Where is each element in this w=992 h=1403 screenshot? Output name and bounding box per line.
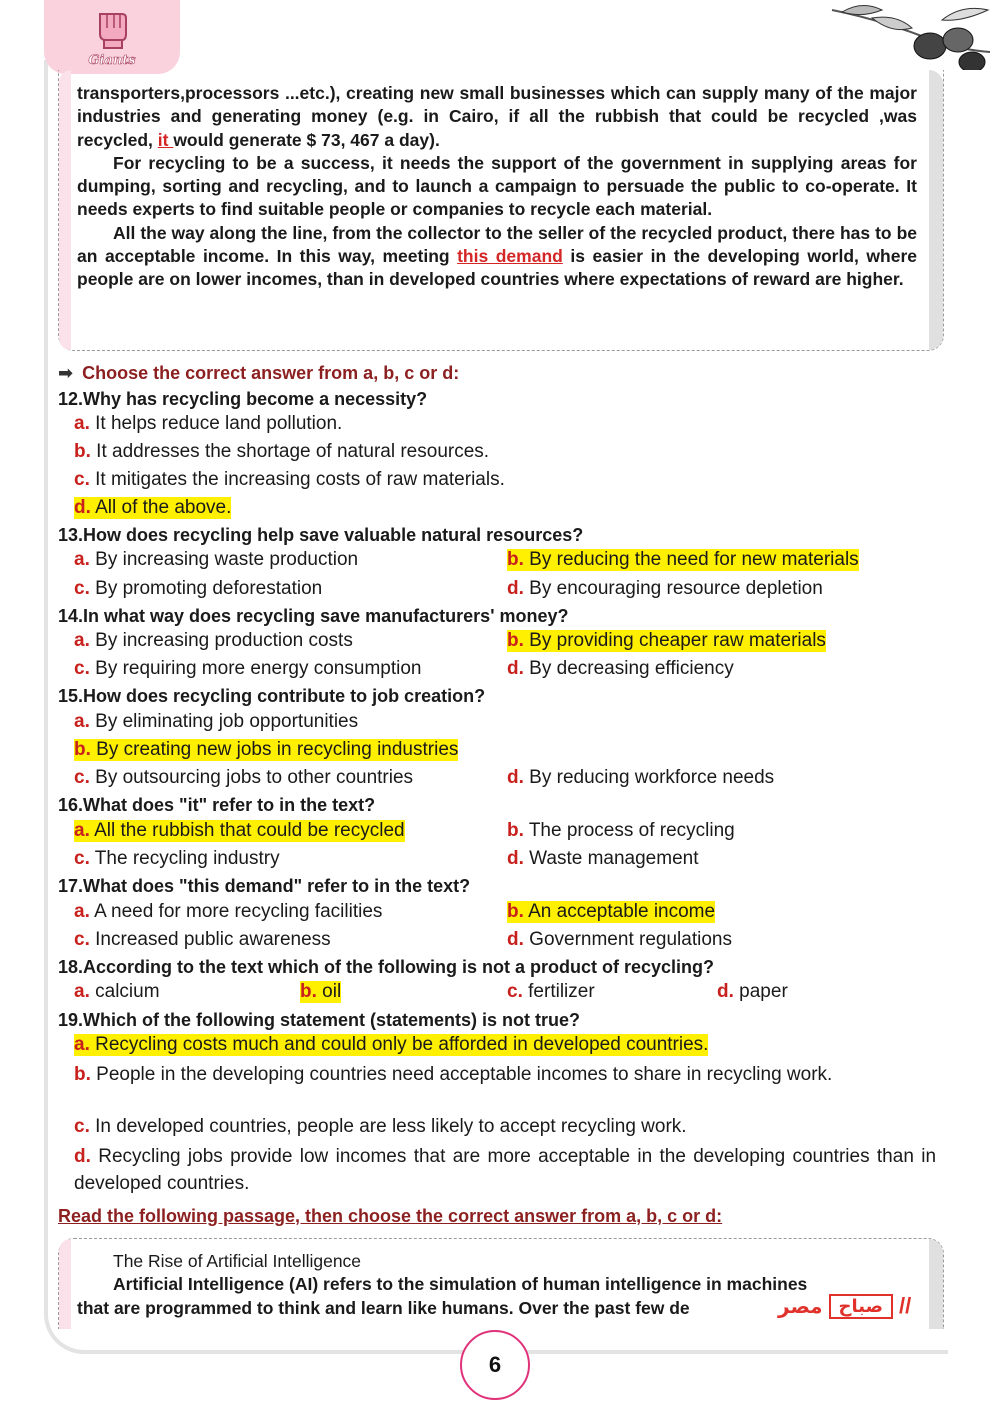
option-letter: c. xyxy=(74,929,90,950)
option-text: By increasing waste production xyxy=(95,549,359,570)
giants-logo xyxy=(44,0,180,74)
passage-side-bar xyxy=(929,70,943,350)
option-letter: d. xyxy=(74,497,91,518)
option-16a-correct[interactable] xyxy=(74,820,405,842)
option-text: The recycling industry xyxy=(94,848,280,869)
option-letter: c. xyxy=(74,469,90,490)
option-text: By outsourcing jobs to other countries xyxy=(95,767,414,788)
question-text: According to the text which of the following is not a product of recycling? xyxy=(83,957,715,977)
option-letter: d. xyxy=(507,848,524,869)
question-text: Why has recycling become a necessity? xyxy=(83,389,428,409)
question-13 xyxy=(58,525,583,546)
question-15 xyxy=(58,686,485,707)
passage-paragraph xyxy=(77,82,917,152)
passage-text-span: would generate $ 73, 467 a day). xyxy=(173,129,440,150)
option-text: By eliminating job opportunities xyxy=(95,711,359,732)
option-15c[interactable] xyxy=(74,767,413,789)
option-text: oil xyxy=(322,981,342,1002)
question-18 xyxy=(58,957,714,978)
option-text: Increased public awareness xyxy=(95,929,331,950)
passage-accent-bar xyxy=(59,1239,71,1329)
question-14 xyxy=(58,606,569,627)
question-text: Which of the following statement (statements) is not true? xyxy=(83,1010,581,1030)
option-18d[interactable] xyxy=(717,981,788,1003)
option-19b[interactable] xyxy=(74,1061,936,1088)
option-14d[interactable] xyxy=(507,658,734,680)
option-letter: b. xyxy=(507,630,524,651)
option-17d[interactable] xyxy=(507,929,732,951)
option-12d-correct[interactable] xyxy=(74,497,231,519)
option-19a-correct[interactable] xyxy=(74,1034,708,1056)
question-number: 14. xyxy=(58,606,84,626)
question-17 xyxy=(58,876,470,897)
option-text: A need for more recycling facilities xyxy=(94,901,383,922)
passage-paragraph xyxy=(77,222,917,292)
option-15b-correct[interactable] xyxy=(74,739,458,761)
option-letter: a. xyxy=(74,820,90,841)
question-text: How does recycling help save valuable natural resources? xyxy=(83,525,584,545)
option-letter: a. xyxy=(74,711,90,732)
option-text: By reducing workforce needs xyxy=(529,767,775,788)
option-16d[interactable] xyxy=(507,848,699,870)
page-number: 6 xyxy=(460,1330,530,1400)
arrow-icon: ➡ xyxy=(58,363,74,383)
option-text: By providing cheaper raw materials xyxy=(529,630,826,651)
option-text: Government regulations xyxy=(529,929,732,950)
option-13d[interactable] xyxy=(507,578,823,600)
passage-side-bar xyxy=(929,1239,943,1329)
option-letter: c. xyxy=(74,578,90,599)
passage-2-title: The Rise of Artificial Intelligence xyxy=(113,1251,362,1271)
option-text: By increasing production costs xyxy=(95,630,353,651)
option-letter: d. xyxy=(717,981,734,1002)
option-letter: d. xyxy=(507,578,524,599)
option-16c[interactable] xyxy=(74,848,280,870)
option-16b[interactable] xyxy=(507,820,735,842)
option-letter: d. xyxy=(74,1146,91,1167)
option-text: It mitigates the increasing costs of raw materials. xyxy=(95,469,505,490)
option-letter: c. xyxy=(74,658,90,679)
option-letter: d. xyxy=(507,658,524,679)
option-text: By promoting deforestation xyxy=(95,578,323,599)
option-12c[interactable] xyxy=(74,469,505,491)
option-text: In developed countries, people are less likely to accept recycling work. xyxy=(95,1116,687,1137)
option-14c[interactable] xyxy=(74,658,421,680)
option-13c[interactable] xyxy=(74,578,322,600)
option-12b[interactable] xyxy=(74,441,489,463)
read-passage-instruction: Read the following passage, then choose the correct answer from a, b, c or d: xyxy=(58,1206,723,1226)
passage-2-line: Artificial Intelligence (AI) refers to the simulation of human intelligence in machines xyxy=(113,1274,808,1295)
option-text: The process of recycling xyxy=(528,820,735,841)
question-12 xyxy=(58,389,427,410)
option-14b-correct[interactable] xyxy=(507,630,826,652)
question-text: In what way does recycling save manufacturers' money? xyxy=(83,606,569,626)
option-18b-correct[interactable] xyxy=(300,981,341,1003)
watermark-logo xyxy=(778,1293,911,1319)
option-letter: d. xyxy=(507,929,524,950)
question-number: 18. xyxy=(58,957,84,977)
option-letter: d. xyxy=(507,767,524,788)
passage-accent-bar xyxy=(59,70,71,350)
option-text: It helps reduce land pollution. xyxy=(95,413,343,434)
reference-it: it xyxy=(157,129,174,150)
watermark-box: صباح xyxy=(829,1294,893,1319)
olive-branch-icon xyxy=(812,0,992,70)
question-number: 17. xyxy=(58,876,84,896)
option-letter: b. xyxy=(74,441,91,462)
option-text: By decreasing efficiency xyxy=(529,658,734,679)
option-text: Waste management xyxy=(529,848,699,869)
option-letter: a. xyxy=(74,413,90,434)
passage-2-line: that are programmed to think and learn like humans. Over the past few de xyxy=(77,1297,690,1318)
option-15a[interactable] xyxy=(74,711,358,733)
option-12a[interactable] xyxy=(74,413,342,435)
option-letter: b. xyxy=(300,981,317,1002)
question-16 xyxy=(58,795,375,816)
option-letter: a. xyxy=(74,1034,90,1055)
option-letter: a. xyxy=(74,549,90,570)
reference-this-demand: this demand xyxy=(457,246,563,267)
passage-paragraph: For recycling to be a success, it needs the support of the government in supplying areas for dumping, sorting and recycling, and to launch a campaign to persuade the public to co-operate. It needs experts to find suitable people or companies to recycle each material. xyxy=(77,152,917,220)
option-15d[interactable] xyxy=(507,767,774,789)
option-text: fertilizer xyxy=(528,981,595,1002)
option-text: It addresses the shortage of natural resources. xyxy=(96,441,490,462)
passage-text-span: transporters,processors ...etc.), creating new small businesses which can supply many of the major industries and generating money (e.g. in Cairo, if all the rubbish that could be recycled ,was recycled, xyxy=(77,83,917,150)
question-number: 15. xyxy=(58,686,84,706)
question-text: What does "it" refer to in the text? xyxy=(83,795,376,815)
option-text: All of the above. xyxy=(95,497,232,518)
option-letter: c. xyxy=(74,848,90,869)
option-13b-correct[interactable] xyxy=(507,549,859,571)
option-letter: b. xyxy=(507,901,524,922)
option-19c[interactable] xyxy=(74,1116,687,1138)
option-text: By creating new jobs in recycling industries xyxy=(96,739,459,760)
option-letter: c. xyxy=(74,1116,90,1137)
watermark-word: مصر xyxy=(778,1294,823,1318)
question-text: How does recycling contribute to job creation? xyxy=(83,686,486,706)
option-18a[interactable] xyxy=(74,981,160,1003)
option-letter: c. xyxy=(74,767,90,788)
instruction xyxy=(58,363,459,384)
instruction-text: Choose the correct answer from a, b, c or d: xyxy=(82,363,460,383)
passage-text xyxy=(77,82,917,292)
option-17c[interactable] xyxy=(74,929,331,951)
option-17b-correct[interactable] xyxy=(507,901,715,923)
option-text: By reducing the need for new materials xyxy=(529,549,859,570)
option-text: All the rubbish that could be recycled xyxy=(94,820,405,841)
option-18c[interactable] xyxy=(507,981,595,1003)
fist-logo-icon xyxy=(70,6,154,68)
question-number: 12. xyxy=(58,389,84,409)
option-letter: a. xyxy=(74,981,90,1002)
option-text: People in the developing countries need acceptable incomes to share in recycling work. xyxy=(96,1064,833,1085)
option-letter: c. xyxy=(507,981,523,1002)
option-text: paper xyxy=(739,981,788,1002)
option-letter: a. xyxy=(74,901,90,922)
option-text: An acceptable income xyxy=(528,901,716,922)
option-letter: b. xyxy=(507,820,524,841)
passage-text-span: is easier in the developing world, where people are on lower incomes, than in developed countries where expectations of reward are higher. xyxy=(77,246,917,290)
question-number: 19. xyxy=(58,1010,84,1030)
option-text: By encouraging resource depletion xyxy=(529,578,823,599)
option-19d[interactable] xyxy=(74,1143,936,1197)
option-letter: b. xyxy=(507,549,524,570)
option-letter: a. xyxy=(74,630,90,651)
question-text: What does "this demand" refer to in the text? xyxy=(83,876,471,896)
option-text: calcium xyxy=(95,981,160,1002)
option-letter: b. xyxy=(74,1064,91,1085)
option-text: By requiring more energy consumption xyxy=(95,658,422,679)
svg-text:Giants: Giants xyxy=(88,53,136,68)
option-text: Recycling jobs provide low incomes that are more acceptable in the developing countries than in developed countries. xyxy=(74,1146,937,1194)
question-19 xyxy=(58,1010,580,1031)
option-14a[interactable] xyxy=(74,630,353,652)
watermark-slashes: // xyxy=(899,1293,912,1318)
option-letter: b. xyxy=(74,739,91,760)
question-number: 13. xyxy=(58,525,84,545)
option-13a[interactable] xyxy=(74,549,358,571)
passage-text-span: All the way along the line, from the collector to the seller of the recycled product, there has to be an acceptable income. In this way, meeting xyxy=(77,222,917,267)
option-17a[interactable] xyxy=(74,901,382,923)
question-number: 16. xyxy=(58,795,84,815)
passage-box xyxy=(58,70,944,351)
option-text: Recycling costs much and could only be afforded in developed countries. xyxy=(95,1034,709,1055)
